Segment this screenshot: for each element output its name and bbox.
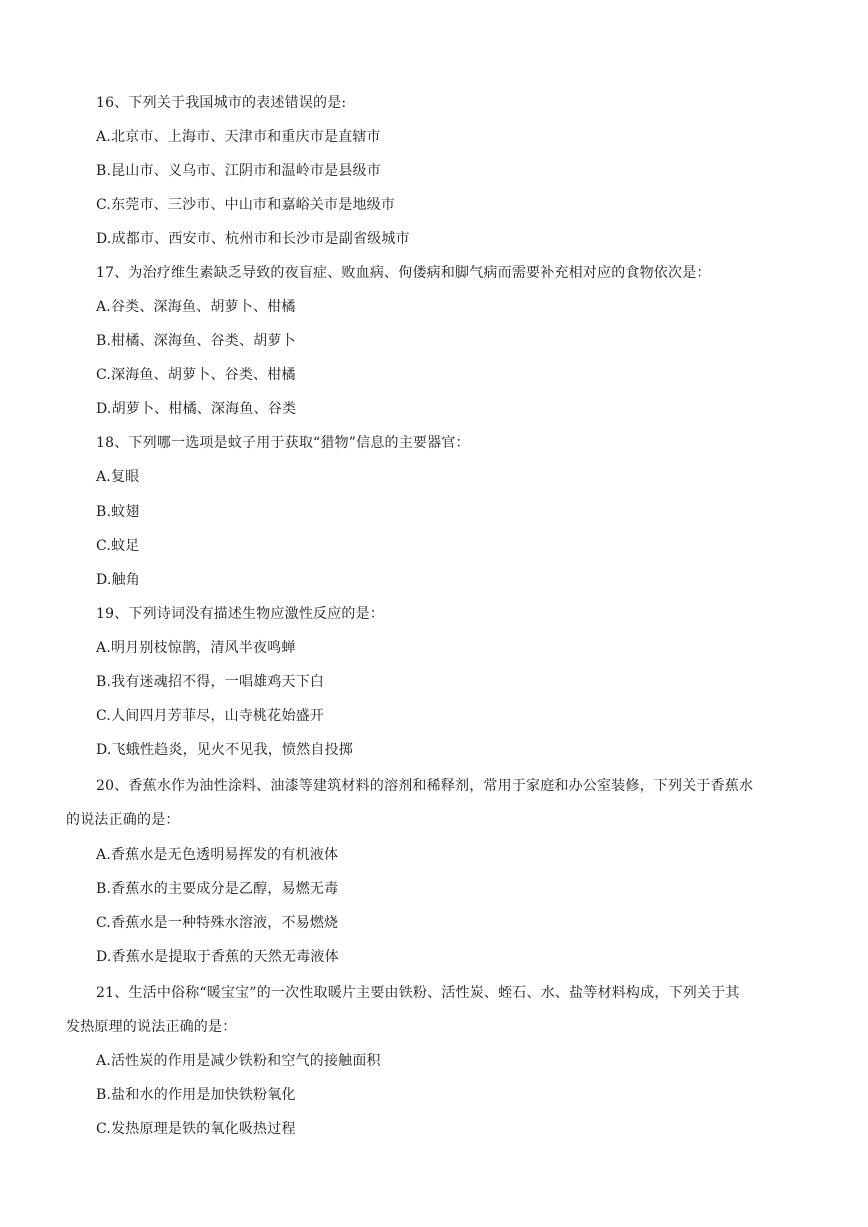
question-19-stem: 19、下列诗词没有描述生物应激性反应的是： — [96, 606, 385, 622]
question-17-option-d: D.胡萝卜、柑橘、深海鱼、谷类 — [96, 401, 297, 417]
question-16-option-c: C.东莞市、三沙市、中山市和嘉峪关市是地级市 — [96, 197, 396, 213]
question-19-option-b: B.我有迷魂招不得，一唱雄鸡天下白 — [96, 674, 325, 690]
question-21-option-c: C.发热原理是铁的氧化吸热过程 — [96, 1121, 296, 1137]
question-18-option-b: B.蚊翅 — [96, 504, 140, 520]
question-19-option-c: C.人间四月芳菲尽，山寺桃花始盛开 — [96, 708, 325, 724]
question-17-option-a: A.谷类、深海鱼、胡萝卜、柑橘 — [96, 299, 296, 315]
question-21-option-a: A.活性炭的作用是减少铁粉和空气的接触面积 — [96, 1053, 381, 1069]
question-16-option-a: A.北京市、上海市、天津市和重庆市是直辖市 — [96, 129, 381, 145]
question-18-option-d: D.触角 — [96, 572, 140, 588]
question-21-option-b: B.盐和水的作用是加快铁粉氧化 — [96, 1087, 296, 1103]
question-19-option-d: D.飞蛾性趋炎，见火不见我，愤然自投掷 — [96, 742, 353, 758]
question-19-option-a: A.明月别枝惊鹊，清风半夜鸣蝉 — [96, 640, 296, 656]
question-16-option-d: D.成都市、西安市、杭州市和长沙市是副省级城市 — [96, 231, 410, 247]
question-20-option-c: C.香蕉水是一种特殊水溶液，不易燃烧 — [96, 915, 339, 931]
question-17-option-b: B.柑橘、深海鱼、谷类、胡萝卜 — [96, 333, 296, 349]
question-21-stem-line-1: 21、生活中俗称“暖宝宝”的一次性取暖片主要由铁粉、活性炭、蛭石、水、盐等材料构成，下列关于其 — [96, 985, 740, 1001]
question-16-option-b: B.昆山市、义乌市、江阴市和温岭市是县级市 — [96, 163, 381, 179]
question-20-stem-line-1: 20、香蕉水作为油性涂料、油漆等建筑材料的溶剂和稀释剂，常用于家庭和办公室装修，下列关于香蕉水 — [96, 778, 754, 794]
question-17-option-c: C.深海鱼、胡萝卜、谷类、柑橘 — [96, 367, 296, 383]
question-20-option-d: D.香蕉水是提取于香蕉的天然无毒液体 — [96, 949, 339, 965]
question-17-stem: 17、为治疗维生素缺乏导致的夜盲症、败血病、佝偻病和脚气病而需要补充相对应的食物依次是： — [96, 265, 711, 281]
question-21-stem-line-2: 发热原理的说法正确的是： — [66, 1019, 237, 1035]
question-16-stem: 16、下列关于我国城市的表述错误的是: — [96, 95, 347, 111]
question-18-option-a: A.复眼 — [96, 469, 140, 485]
question-18-option-c: C.蚊足 — [96, 538, 140, 554]
question-20-stem-line-2: 的说法正确的是： — [66, 812, 180, 828]
question-18-stem: 18、下列哪一选项是蚊子用于获取“猎物”信息的主要器官： — [96, 435, 470, 451]
question-20-option-b: B.香蕉水的主要成分是乙醇，易燃无毒 — [96, 881, 339, 897]
question-20-option-a: A.香蕉水是无色透明易挥发的有机液体 — [96, 847, 339, 863]
